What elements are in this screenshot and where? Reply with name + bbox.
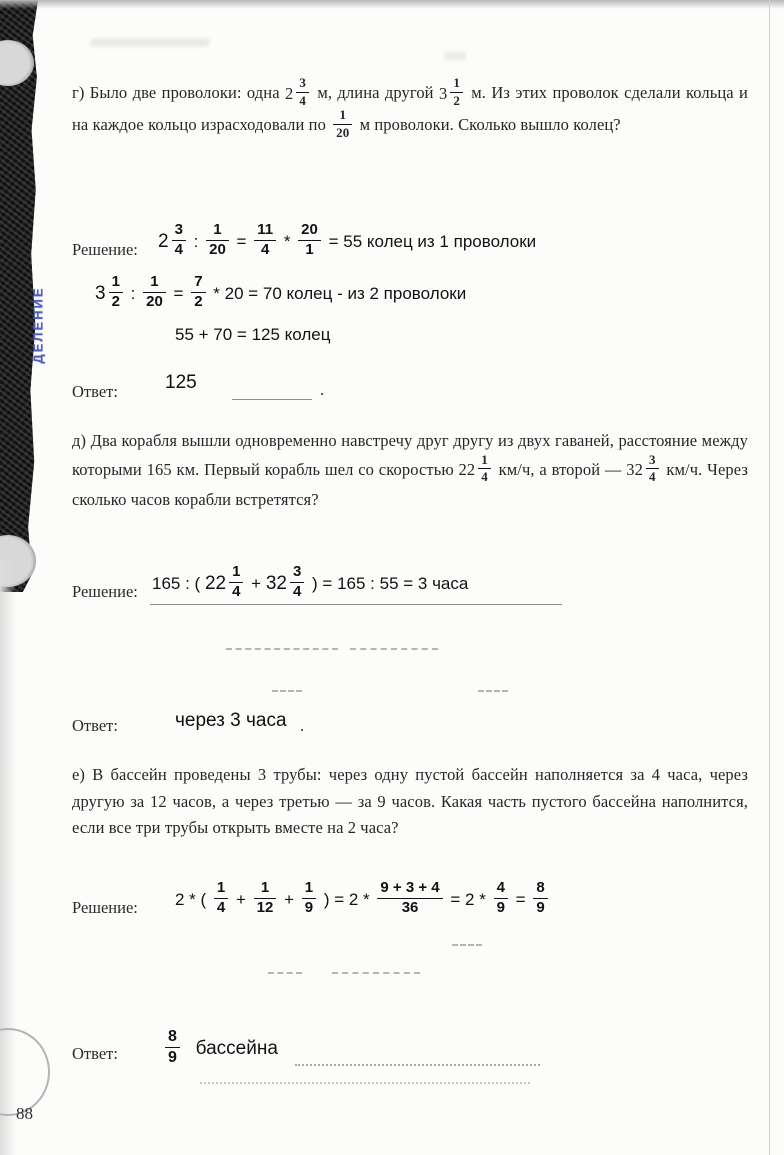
statement-text: е) В бассейн проведены 3 трубы: через одну пустой бассейн наполняется за 4 часа, через другую за 12 часов, а через третью — за 9 часов. Какая часть пустого бассейна наполнится, если все три трубы открыть вместе на 2 часа? xyxy=(72,765,748,838)
denominator: 4 xyxy=(299,92,306,108)
solution-label-g: Решение: xyxy=(72,240,138,259)
numerator: 7 xyxy=(191,274,205,293)
denominator: 9 xyxy=(536,898,545,916)
operator: * xyxy=(283,231,291,251)
answer-e-value xyxy=(162,1030,278,1069)
numerator: 1 xyxy=(109,274,123,293)
numerator: 3 xyxy=(296,76,309,93)
whole-number: 2 xyxy=(285,83,294,103)
numerator: 1 xyxy=(478,453,491,470)
solution-d-line xyxy=(152,563,469,603)
answer-label-d: Ответ: xyxy=(72,716,118,735)
numerator: 1 xyxy=(333,108,352,125)
scan-top-shadow xyxy=(0,0,784,9)
fraction xyxy=(214,880,228,917)
fraction xyxy=(229,564,243,601)
solution-label-e: Решение: xyxy=(72,898,138,917)
denominator: 2 xyxy=(453,92,460,108)
solution-e-line xyxy=(175,879,551,919)
solution-text: = 55 колец из 1 проволоки xyxy=(328,231,537,251)
answer-period: . xyxy=(320,380,325,399)
numerator: 20 xyxy=(298,222,321,241)
whole-number: 2 xyxy=(158,231,169,253)
fraction xyxy=(494,880,508,917)
whole-number: 22 xyxy=(458,460,476,480)
operator: = xyxy=(236,231,247,251)
solution-text: ) = 165 : 55 = 3 часа xyxy=(312,573,469,593)
denominator: 12 xyxy=(256,898,274,916)
denominator: 9 xyxy=(168,1048,177,1066)
solution-text: * 20 = 70 колец - из 2 проволоки xyxy=(213,283,467,303)
writing-blank-line xyxy=(478,690,508,692)
operator: = xyxy=(173,283,184,303)
fraction xyxy=(450,76,463,108)
scan-smudge xyxy=(90,38,210,47)
fraction xyxy=(298,222,321,259)
whole-number: 22 xyxy=(204,573,227,595)
statement-text: м, длина другой xyxy=(317,82,434,102)
denominator: 2 xyxy=(194,292,203,310)
fraction xyxy=(254,222,276,259)
writing-blank-line xyxy=(268,972,302,974)
statement-text: м. Из этих проволок сделали кольца и на каждое кольцо израсходовали по xyxy=(72,82,748,134)
denominator: 4 xyxy=(174,240,183,258)
mixed-number xyxy=(95,273,126,310)
writing-blank-line xyxy=(332,972,420,974)
solution-text: 55 + 70 = 125 колец xyxy=(175,325,331,344)
numerator: 1 xyxy=(143,274,166,293)
scan-smudge xyxy=(444,52,466,60)
mixed-number xyxy=(438,75,466,108)
chapter-margin-label: ДЕЛЕНИЕ xyxy=(30,286,46,364)
operator: + xyxy=(236,889,246,909)
solution-g-line1 xyxy=(158,221,537,261)
numerator: 1 xyxy=(254,880,277,899)
statement-text: м проволоки. Сколько вышло колец? xyxy=(359,114,621,134)
numerator: 3 xyxy=(646,453,659,470)
mixed-number xyxy=(458,451,494,485)
numerator: 1 xyxy=(214,880,228,899)
operator: : xyxy=(193,231,199,251)
fraction xyxy=(165,1028,180,1067)
fraction xyxy=(302,880,316,917)
numerator: 3 xyxy=(290,564,304,583)
whole-number: 3 xyxy=(438,83,448,103)
numerator: 11 xyxy=(254,222,276,241)
answer-period: . xyxy=(300,716,305,735)
statement-text: г) Было две проволоки: одна xyxy=(72,82,280,102)
operator: + xyxy=(284,889,295,909)
fraction xyxy=(290,564,304,601)
operator: : xyxy=(130,283,136,303)
page-number: 88 xyxy=(16,1104,33,1123)
answer-g-value: 125 xyxy=(165,372,197,393)
numerator: 1 xyxy=(206,222,229,241)
operator: = xyxy=(515,889,526,909)
numerator: 3 xyxy=(172,222,186,241)
numerator: 4 xyxy=(494,880,508,899)
fraction xyxy=(646,453,659,485)
numerator: 9 + 3 + 4 xyxy=(377,880,442,899)
solution-label-d: Решение: xyxy=(72,582,138,601)
whole-number: 3 xyxy=(95,283,106,305)
answer-blank-line xyxy=(295,1064,540,1066)
fraction xyxy=(143,274,166,311)
mixed-number xyxy=(626,451,661,485)
fraction xyxy=(191,274,205,311)
writing-blank-line xyxy=(272,690,302,692)
denominator: 4 xyxy=(216,898,226,916)
denominator: 4 xyxy=(481,469,488,485)
denominator: 20 xyxy=(209,240,226,258)
statement-text: км/ч. Через сколько часов корабли встретятся? xyxy=(72,459,748,509)
solution-g-line3 xyxy=(175,325,330,345)
statement-text: д) Два корабля вышли одновременно навстречу друг другу из двух гаваней, расстояние между которыми 165 км. Первый корабль шел со скоростью xyxy=(72,431,748,479)
solution-text: ) = 2 * xyxy=(323,889,370,909)
denominator: 4 xyxy=(260,240,270,258)
fraction xyxy=(377,880,442,917)
writing-blank-line xyxy=(150,604,562,605)
denominator: 1 xyxy=(305,240,314,258)
fraction xyxy=(254,880,277,917)
solution-g-line2 xyxy=(95,273,467,313)
denominator: 4 xyxy=(649,469,656,485)
numerator: 1 xyxy=(229,564,243,583)
numerator: 8 xyxy=(533,880,547,899)
statement-text: км/ч, а второй — xyxy=(498,459,622,479)
scan-corner-artifact xyxy=(0,1028,50,1116)
mixed-number xyxy=(204,563,246,600)
denominator: 9 xyxy=(304,898,314,916)
fraction xyxy=(533,880,547,917)
numerator: 8 xyxy=(165,1028,180,1048)
whole-number: 32 xyxy=(265,573,287,595)
fraction xyxy=(296,76,309,108)
answer-label-e: Ответ: xyxy=(72,1044,118,1063)
problem-d-statement xyxy=(72,428,748,514)
fraction xyxy=(109,274,123,311)
fraction xyxy=(333,108,352,140)
denominator: 20 xyxy=(336,124,350,140)
answer-label-g: Ответ: xyxy=(72,382,118,401)
answer-d-value: через 3 часа xyxy=(175,710,287,731)
problem-e-statement xyxy=(72,762,748,842)
fraction xyxy=(206,222,229,259)
operator: + xyxy=(251,573,262,593)
problem-g-statement xyxy=(72,75,748,142)
denominator: 2 xyxy=(111,292,120,310)
numerator: 1 xyxy=(302,880,316,899)
denominator: 4 xyxy=(292,582,302,600)
writing-blank-line xyxy=(452,944,482,946)
fraction xyxy=(478,453,491,485)
mixed-number xyxy=(158,221,189,258)
whole-number: 32 xyxy=(626,460,643,480)
numerator: 1 xyxy=(450,76,463,93)
solution-text: 165 : ( xyxy=(152,573,201,593)
answer-blank-line xyxy=(232,399,312,400)
solution-text: = 2 * xyxy=(450,889,486,909)
answer-text: бассейна xyxy=(195,1037,278,1059)
mixed-number xyxy=(285,75,312,108)
denominator: 20 xyxy=(146,292,163,310)
writing-blank-line xyxy=(350,648,438,650)
writing-blank-line xyxy=(226,648,338,650)
writing-blank-line xyxy=(200,1082,530,1084)
mixed-number xyxy=(265,563,307,600)
page-edge-line xyxy=(769,0,770,1155)
fraction xyxy=(172,222,186,259)
denominator: 4 xyxy=(232,582,241,600)
solution-text: 2 * ( xyxy=(175,889,207,909)
denominator: 9 xyxy=(496,898,505,916)
denominator: 36 xyxy=(401,898,419,916)
